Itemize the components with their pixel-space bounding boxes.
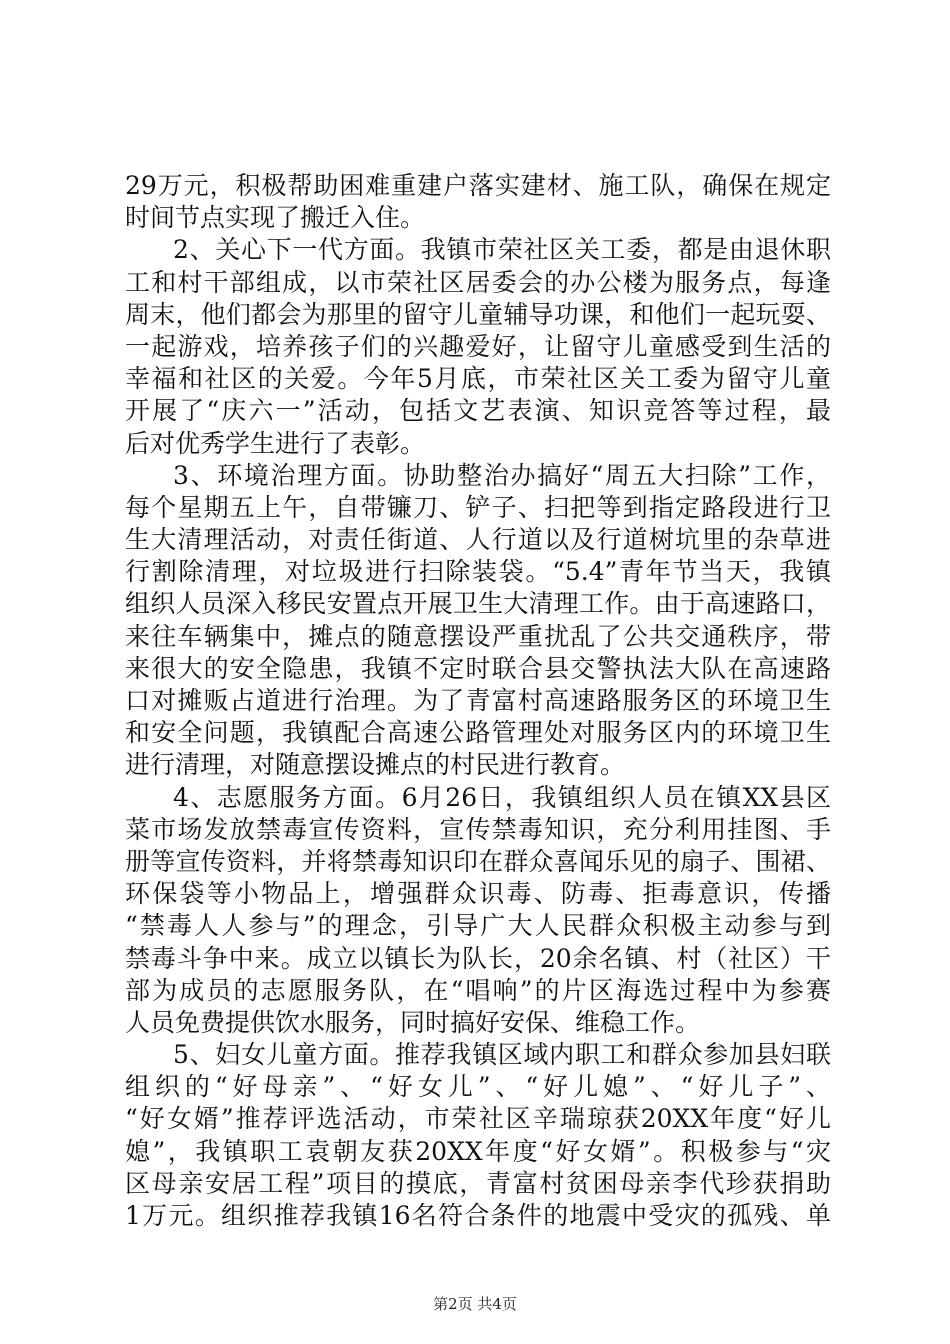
text-line: 禁毒斗争中来。成立以镇长为队长，20余名镇、村（社区）干 bbox=[125, 943, 831, 973]
text-line: 开展了“庆六一”活动，包括文艺表演、知识竞答等过程，最 bbox=[125, 396, 831, 426]
text-line: 组织人员深入移民安置点开展卫生大清理工作。由于高速路口， bbox=[125, 589, 831, 619]
text-line: 周末，他们都会为那里的留守儿童辅导功课，和他们一起玩耍、 bbox=[125, 299, 831, 329]
text-line: 3、环境治理方面。协助整治办搞好“周五大扫除”工作， bbox=[173, 460, 831, 490]
text-line: 组织的“好母亲”、“好女儿”、“好儿媳”、“好儿子”、 bbox=[125, 1072, 831, 1102]
document-body bbox=[125, 170, 831, 1232]
page-number-footer: 第2页 共4页 bbox=[433, 1295, 517, 1313]
text-line: 区母亲安居工程”项目的摸底，青富村贫困母亲李代珍获捐助 bbox=[125, 1168, 831, 1198]
text-line: “好女婿”推荐评选活动，市荣社区辛瑞琼获20XX年度“好儿 bbox=[125, 1104, 831, 1134]
text-line: 每个星期五上午，自带镰刀、铲子、扫把等到指定路段进行卫 bbox=[125, 492, 831, 522]
text-line: 工和村干部组成，以市荣社区居委会的办公楼为服务点，每逢 bbox=[125, 267, 831, 297]
text-line: 1万元。组织推荐我镇16名符合条件的地震中受灾的孤残、单 bbox=[125, 1201, 831, 1230]
text-line: 进行清理，对随意摆设摊点的村民进行教育。 bbox=[125, 750, 626, 780]
text-line: 一起游戏，培养孩子们的兴趣爱好，让留守儿童感受到生活的 bbox=[125, 331, 831, 361]
text-line: 后对优秀学生进行了表彰。 bbox=[125, 428, 426, 458]
text-line: 生大清理活动，对责任街道、人行道以及行道树坑里的杂草进 bbox=[125, 525, 831, 555]
text-line: 和安全问题，我镇配合高速公路管理处对服务区内的环境卫生 bbox=[125, 718, 831, 748]
text-line: 行割除清理，对垃圾进行扫除装袋。“5.4”青年节当天，我镇 bbox=[125, 557, 831, 587]
text-line: 4、志愿服务方面。6月26日，我镇组织人员在镇XX县区 bbox=[173, 782, 831, 812]
text-line: 时间节点实现了搬迁入住。 bbox=[125, 203, 426, 233]
text-line: 5、妇女儿童方面。推荐我镇区域内职工和群众参加县妇联 bbox=[173, 1040, 831, 1070]
text-line: 人员免费提供饮水服务，同时搞好安保、维稳工作。 bbox=[125, 1007, 701, 1037]
text-line: 环保袋等小物品上，增强群众识毒、防毒、拒毒意识，传播 bbox=[125, 879, 831, 909]
text-line: 媳”，我镇职工袁朝友获20XX年度“好女婿”。积极参与“灾 bbox=[125, 1136, 831, 1166]
text-line: 菜市场发放禁毒宣传资料，宣传禁毒知识，充分利用挂图、手 bbox=[125, 814, 831, 844]
text-line: 29万元，积极帮助困难重建户落实建材、施工队，确保在规定 bbox=[125, 171, 831, 200]
text-line: 部为成员的志愿服务队，在“唱响”的片区海选过程中为参赛 bbox=[125, 975, 831, 1005]
text-line: 来往车辆集中，摊点的随意摆设严重扰乱了公共交通秩序，带 bbox=[125, 621, 831, 651]
text-line: “禁毒人人参与”的理念，引导广大人民群众积极主动参与到 bbox=[125, 911, 831, 941]
text-line: 册等宣传资料，并将禁毒知识印在群众喜闻乐见的扇子、围裙、 bbox=[125, 846, 831, 876]
text-line: 口对摊贩占道进行治理。为了青富村高速路服务区的环境卫生 bbox=[125, 686, 831, 715]
text-line: 2、关心下一代方面。我镇市荣社区关工委，都是由退休职 bbox=[173, 235, 831, 265]
text-line: 幸福和社区的关爱。今年5月底，市荣社区关工委为留守儿童 bbox=[125, 364, 831, 394]
text-line: 来很大的安全隐患，我镇不定时联合县交警执法大队在高速路 bbox=[125, 653, 831, 683]
